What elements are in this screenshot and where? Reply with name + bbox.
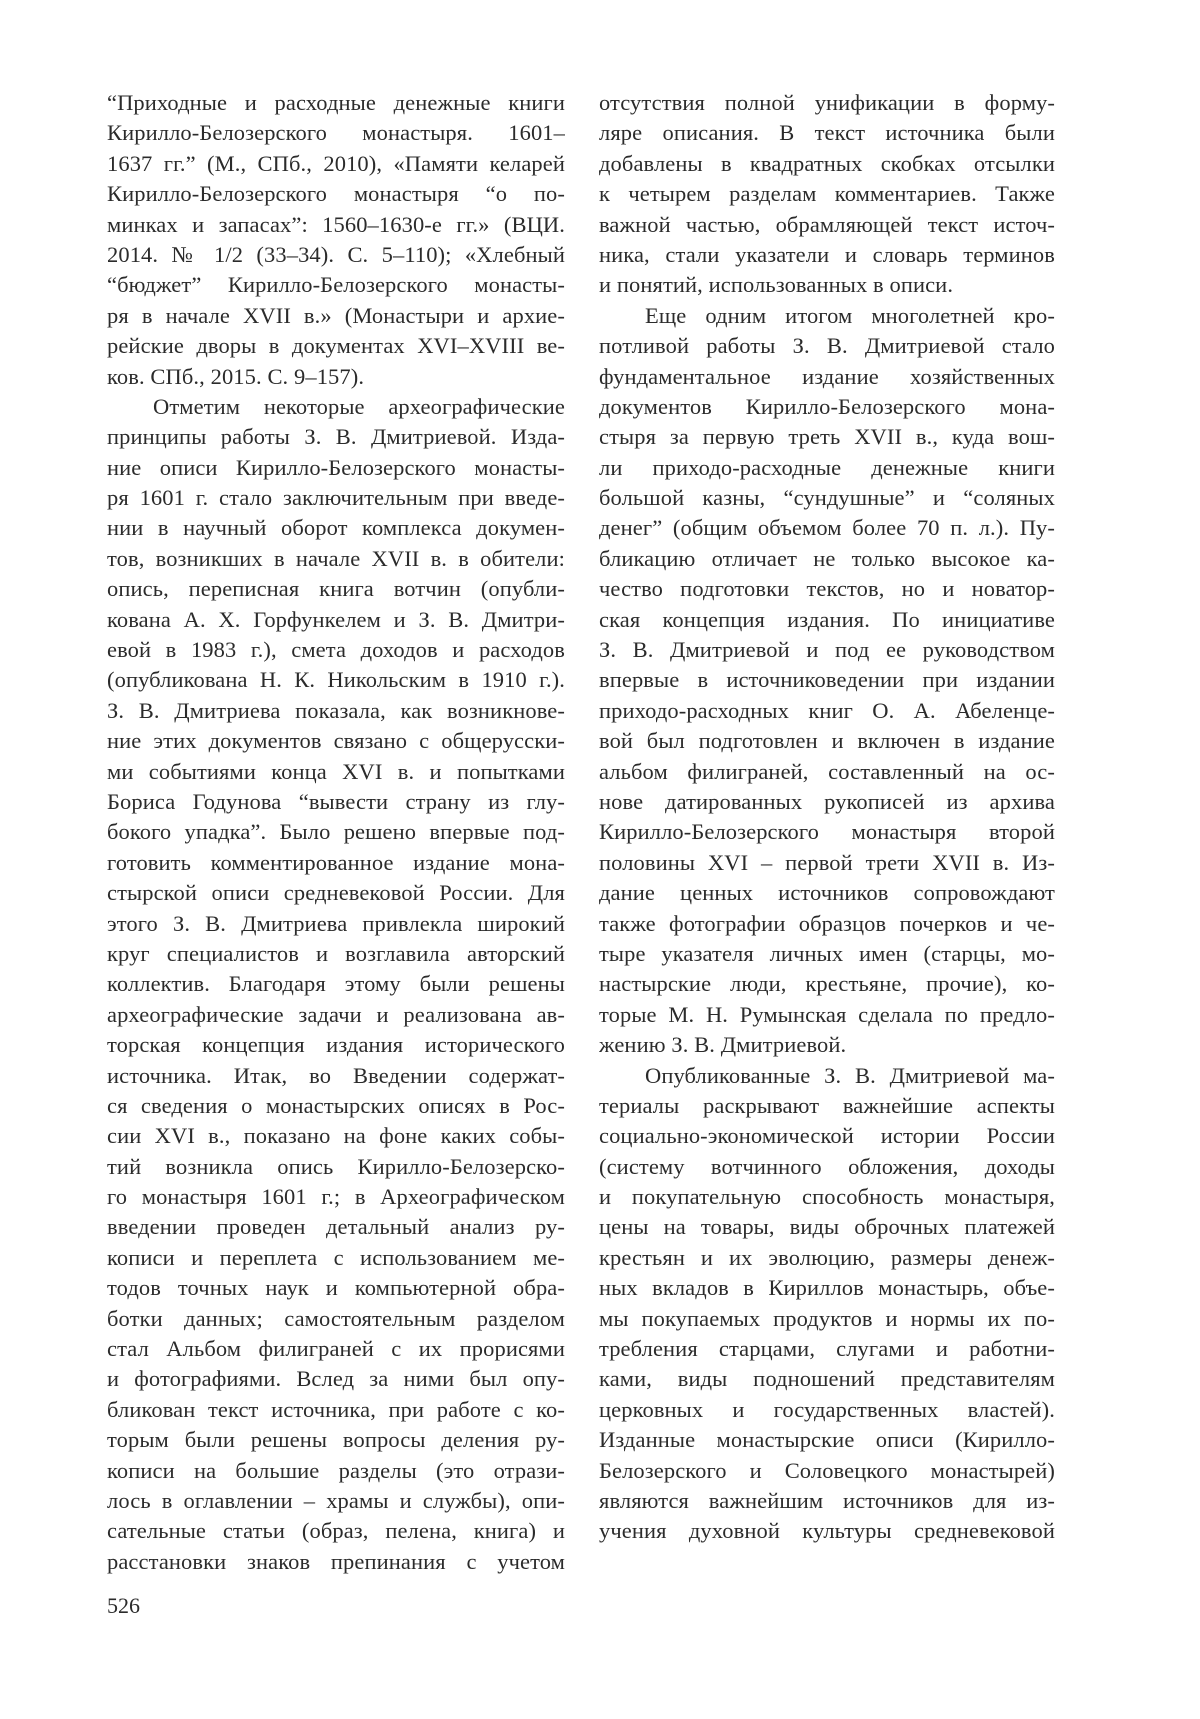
text-line: социально-экономической истории России: [599, 1123, 1055, 1149]
text-line: Кирилло-Белозерского монастыря второй: [599, 819, 1055, 845]
text-line: кописи и переплета с использованием ме-: [107, 1244, 565, 1270]
text-line: к четырем разделам комментариев. Также: [599, 181, 1055, 207]
text-line: 1637 гг.” (М., СПб., 2010), «Памяти келарей: [107, 150, 565, 176]
text-line: го монастыря 1601 г.; в Археографическом: [107, 1184, 565, 1210]
text-line: потливой работы З. В. Дмитриевой стало: [599, 333, 1055, 359]
left-text-column: [107, 88, 565, 1577]
text-line: “бюджет” Кирилло-Белозерского монасты-: [107, 272, 565, 298]
text-line: бокого упадка”. Было решено впервые под-: [107, 819, 565, 845]
text-line: Опубликованные З. В. Дмитриевой ма-: [645, 1062, 1055, 1088]
right-text-column: [599, 88, 1055, 1547]
text-line: рейские дворы в документах XVI–XVIII ве-: [107, 333, 565, 359]
text-line: ков. СПб., 2015. С. 9–157).: [107, 363, 365, 389]
text-line: ская концепция издания. По инициативе: [599, 606, 1055, 632]
text-line: настырские люди, крестьяне, прочие), ко-: [599, 971, 1055, 997]
text-line: Еще одним итогом многолетней кро-: [645, 302, 1055, 328]
text-line: фундаментальное издание хозяйственных: [599, 363, 1055, 389]
text-line: тов, возникших в начале XVII в. в обители:: [107, 545, 565, 571]
text-line: бликован текст источника, при работе с ко-: [107, 1396, 565, 1422]
text-line: тодов точных наук и компьютерной обра-: [107, 1275, 565, 1301]
text-line: ря в начале XVII в.» (Монастыри и архие-: [107, 302, 565, 328]
text-line: ками, виды подношений представителям: [599, 1366, 1055, 1392]
text-line: ря 1601 г. стало заключительным при введе-: [107, 485, 565, 511]
text-line: приходо-расходных книг О. А. Абеленце-: [599, 697, 1055, 723]
text-line: стырской описи средневековой России. Для: [107, 880, 565, 906]
text-line: сательные статьи (образ, пелена, книга) и: [107, 1518, 565, 1544]
text-line: отсутствия полной унификации в форму-: [599, 90, 1055, 115]
text-line: торые М. Н. Румынская сделала по предло-: [599, 1001, 1055, 1027]
text-line: ляре описания. В текст источника были: [599, 120, 1055, 146]
text-line: ли приходо-расходные денежные книги: [599, 454, 1055, 480]
text-line: жению З. В. Дмитриевой.: [599, 1032, 847, 1058]
text-line: тий возникла опись Кирилло-Белозерско-: [107, 1153, 565, 1179]
text-line: ние этих документов связано с общерусски-: [107, 728, 565, 754]
text-line: евой в 1983 г.), смета доходов и расходов: [107, 637, 565, 663]
text-line: коллектив. Благодаря этому были решены: [107, 971, 565, 997]
text-line: териалы раскрывают важнейшие аспекты: [599, 1092, 1055, 1118]
text-line: большой казны, “сундушные” и “соляных: [599, 485, 1055, 511]
text-line: являются важнейшим источников для из-: [599, 1487, 1055, 1513]
text-line: археографические задачи и реализована ав-: [107, 1001, 565, 1027]
text-line: дание ценных источников сопровождают: [599, 880, 1055, 906]
text-line: и фотографиями. Вслед за ними был опу-: [107, 1366, 565, 1392]
text-line: стал Альбом филиграней с их прорисями: [107, 1336, 565, 1362]
text-line: Бориса Годунова “вывести страну из глу-: [107, 788, 565, 814]
text-line: альбом филиграней, составленный на ос-: [599, 758, 1055, 784]
text-line: 2014. № 1/2 (33–34). С. 5–110); «Хлебный: [107, 241, 565, 267]
text-line: лось в оглавлении – храмы и службы), опи-: [107, 1487, 565, 1513]
text-line: мы покупаемых продуктов и нормы их по-: [599, 1305, 1055, 1331]
text-line: стыря за первую треть XVII в., куда вош-: [599, 424, 1055, 450]
text-line: (систему вотчинного обложения, доходы: [599, 1153, 1055, 1179]
text-line: учения духовной культуры средневековой: [599, 1518, 1055, 1544]
text-line: чество подготовки текстов, но и новатор-: [599, 576, 1055, 602]
text-line: опись, переписная книга вотчин (опубли-: [107, 576, 565, 602]
text-line: важной частью, обрамляющей текст источ-: [599, 211, 1055, 237]
text-line: бликацию отличает не только высокое ка-: [599, 545, 1055, 571]
text-line: вой был подготовлен и включен в издание: [599, 728, 1055, 754]
text-line: церковных и государственных властей).: [599, 1396, 1055, 1422]
text-line: Кирилло-Белозерского монастыря. 1601–: [107, 120, 565, 146]
text-line: половины XVI – первой трети XVII в. Из-: [599, 849, 1055, 875]
text-line: расстановки знаков препинания с учетом: [107, 1548, 565, 1574]
text-line: введении проведен детальный анализ ру-: [107, 1214, 565, 1240]
text-line: (опубликована Н. К. Никольским в 1910 г.).: [107, 667, 565, 693]
text-line: ние описи Кирилло-Белозерского монасты-: [107, 454, 565, 480]
text-line: торская концепция издания исторического: [107, 1032, 565, 1058]
text-line: “Приходные и расходные денежные книги: [107, 90, 565, 115]
text-line: и покупательную способность монастыря,: [599, 1184, 1055, 1210]
text-line: добавлены в квадратных скобках отсылки: [599, 150, 1055, 176]
text-line: ных вкладов в Кириллов монастырь, объе-: [599, 1275, 1055, 1301]
text-line: ми событиями конца XVI в. и попытками: [107, 758, 565, 784]
text-line: денег” (общим объемом более 70 п. л.). Пу-: [599, 515, 1055, 541]
text-line: цены на товары, виды оброчных платежей: [599, 1214, 1055, 1240]
text-line: требления старцами, слугами и работни-: [599, 1336, 1055, 1362]
page-number: 526: [107, 1593, 140, 1618]
text-line: документов Кирилло-Белозерского мона-: [599, 393, 1055, 419]
text-line: ника, стали указатели и словарь терминов: [599, 241, 1055, 267]
text-line: Отметим некоторые археографические: [153, 393, 565, 419]
text-line: Кирилло-Белозерского монастыря “о по-: [107, 181, 565, 207]
text-line: кописи на большие разделы (это отрази-: [107, 1457, 565, 1483]
text-line: также фотографии образцов почерков и че-: [599, 910, 1055, 936]
text-line: круг специалистов и возглавила авторский: [107, 940, 565, 966]
text-line: Изданные монастырские описи (Кирилло-: [599, 1427, 1055, 1453]
text-line: нии в научный оборот комплекса докумен-: [107, 515, 565, 541]
text-line: готовить комментированное издание мона-: [107, 849, 565, 875]
text-line: торым были решены вопросы деления ру-: [107, 1427, 565, 1453]
text-line: ся сведения о монастырских описях в Рос-: [107, 1092, 565, 1118]
text-line: нове датированных рукописей из архива: [599, 788, 1055, 814]
text-line: впервые в источниковедении при издании: [599, 667, 1055, 693]
text-line: тыре указателя личных имен (старцы, мо-: [599, 940, 1055, 966]
text-line: сии XVI в., показано на фоне каких собы-: [107, 1123, 565, 1149]
text-line: минках и запасах”: 1560–1630-е гг.» (ВЦИ.: [107, 211, 565, 237]
text-line: этого З. В. Дмитриева привлекла широкий: [107, 910, 565, 936]
text-line: и понятий, использованных в описи.: [599, 272, 954, 298]
text-line: З. В. Дмитриевой и под ее руководством: [599, 637, 1055, 663]
text-line: крестьян и их эволюцию, размеры денеж-: [599, 1244, 1055, 1270]
text-line: источника. Итак, во Введении содержат-: [107, 1062, 565, 1088]
text-line: ботки данных; самостоятельным разделом: [107, 1305, 565, 1331]
text-line: кована А. Х. Горфункелем и З. В. Дмитри-: [107, 606, 565, 632]
text-line: Белозерского и Соловецкого монастырей): [599, 1457, 1055, 1483]
text-line: принципы работы З. В. Дмитриевой. Изда-: [107, 424, 565, 450]
text-line: З. В. Дмитриева показала, как возникнове-: [107, 697, 565, 723]
